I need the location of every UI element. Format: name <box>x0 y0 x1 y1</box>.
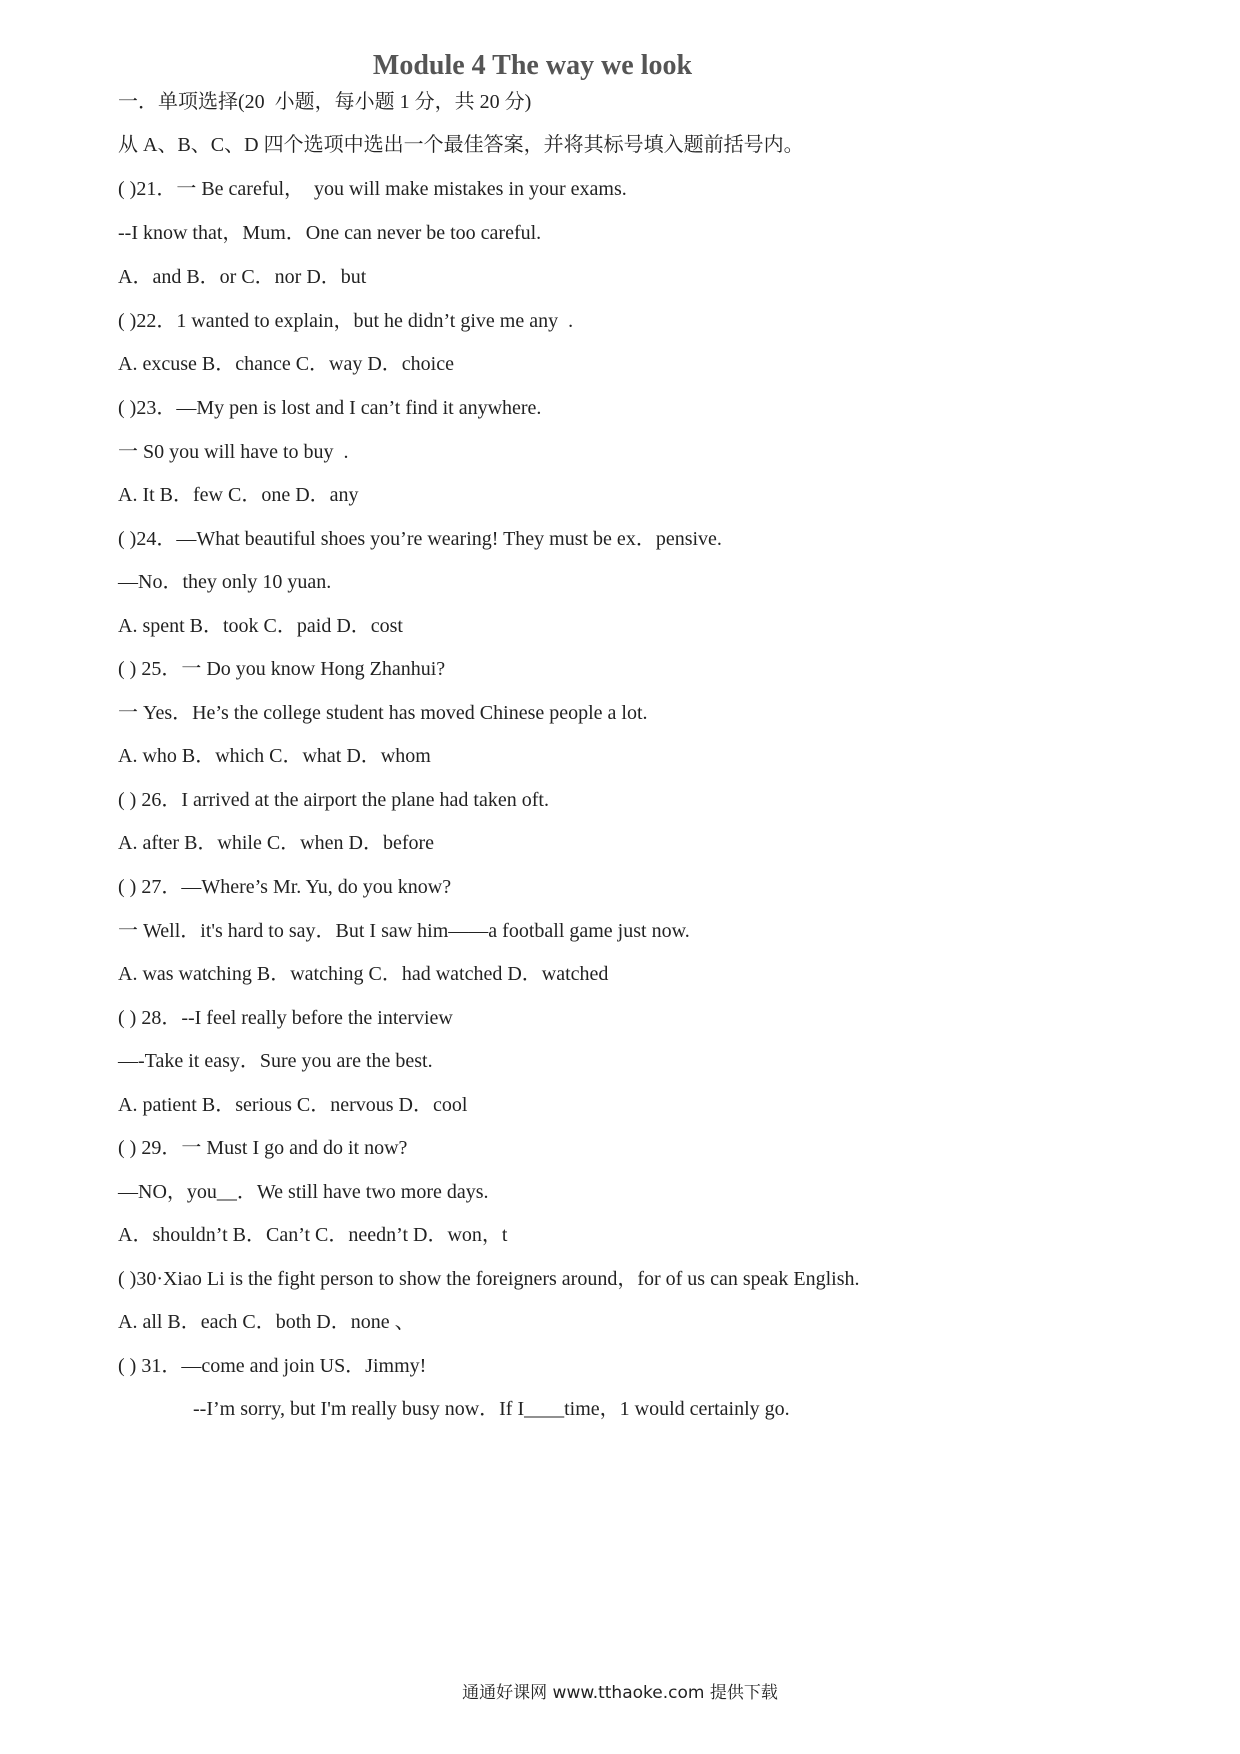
q27-options: A. was watching B．watching C．had watched D．watched <box>118 963 609 985</box>
q21-reply: --I know that，Mum．One can never be too careful. <box>118 222 542 244</box>
q26-options: A. after B．while C．when D．before <box>118 832 435 854</box>
q29-stem: ( ) 29．一 Must I go and do it now? <box>118 1137 408 1159</box>
q26-stem: ( ) 26．I arrived at the airport the plane had taken oft. <box>118 789 549 811</box>
q28-options: A. patient B．serious C．nervous D．cool <box>118 1094 468 1116</box>
q23-stem: ( )23．—My pen is lost and I can’t find it anywhere. <box>118 397 542 419</box>
q24-options: A. spent B．took C．paid D．cost <box>118 615 403 637</box>
q24-stem: ( )24．—What beautiful shoes you’re wearing! They must be ex．pensive. <box>118 528 722 550</box>
q28-stem: ( ) 28．--I feel really before the interview <box>118 1007 453 1029</box>
q29-options: A．shouldn’t B．Can’t C．needn’t D．won，t <box>118 1224 508 1246</box>
q25-reply: 一 Yes．He’s the college student has moved Chinese people a lot. <box>118 702 648 724</box>
q21-options: A．and B．or C．nor D．but <box>118 266 367 288</box>
footer-credit: 通通好课网 www.tthaoke.com 提供下载 <box>462 1683 778 1703</box>
q30-options: A. all B．each C．both D．none 、 <box>118 1311 415 1333</box>
q23-options: A. It B．few C．one D．any <box>118 484 359 506</box>
q31-stem: ( ) 31．—come and join US．Jimmy! <box>118 1355 427 1377</box>
q25-stem: ( ) 25．一 Do you know Hong Zhanhui? <box>118 658 446 680</box>
q23-reply: 一 S0 you will have to buy . <box>118 441 349 463</box>
q22-options: A. excuse B．chance C．way D．choice <box>118 353 454 375</box>
q29-reply: —NO，you__．We still have two more days. <box>118 1181 489 1203</box>
q30-stem: ( )30·Xiao Li is the fight person to show the foreigners around，for of us can speak English. <box>118 1268 860 1290</box>
q27-reply: 一 Well．it's hard to say．But I saw him——a football game just now. <box>118 920 690 942</box>
section-heading: 一．单项选择(20 小题，每小题 1 分，共 20 分) <box>118 91 532 113</box>
q31-reply: --I’m sorry, but I'm really busy now．If I____time，1 would certainly go. <box>193 1398 790 1420</box>
q28-reply: —-Take it easy．Sure you are the best. <box>118 1050 433 1072</box>
page-title: Module 4 The way we look <box>372 50 693 81</box>
instruction: 从 A、B、C、D 四个选项中选出一个最佳答案，并将其标号填入题前括号内。 <box>118 134 804 156</box>
q21-stem: ( )21．一 Be careful， you will make mistakes in your exams. <box>118 178 627 200</box>
q24-reply: —No．they only 10 yuan. <box>118 571 332 593</box>
q22-stem: ( )22．1 wanted to explain，but he didn’t give me any . <box>118 310 574 332</box>
q25-options: A. who B．which C．what D．whom <box>118 745 431 767</box>
q27-stem: ( ) 27．—Where’s Mr. Yu, do you know? <box>118 876 452 898</box>
